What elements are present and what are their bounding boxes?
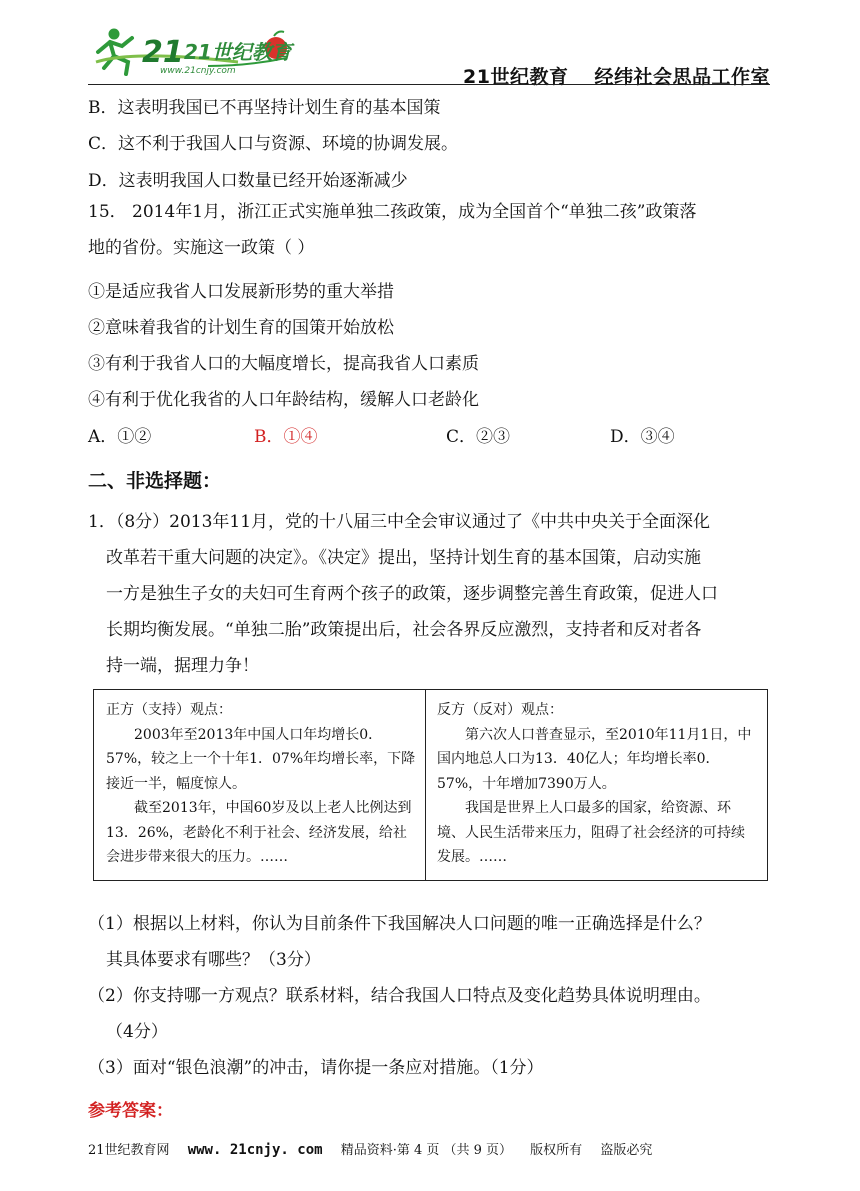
q15-stem-line1: 15． 2014年1月，浙江正式实施单独二孩政策，成为全国首个“单独二孩”政策落 — [88, 202, 697, 222]
table-divider — [425, 690, 426, 880]
header-studio: 经纬社会思品工作室 — [594, 66, 770, 88]
logo-url: www.21cnjy.com — [160, 66, 236, 76]
q15-item-2: ②意味着我省的计划生育的国策开始放松 — [88, 318, 394, 338]
pro-paragraph-2: 截至2013年，中国60岁及以上老人比例达到13．26%，老龄化不利于社会、经济发展，给社会进步带来很大的压力。…… — [106, 800, 412, 865]
subq-1-line-1: （1）根据以上材料，你认为目前条件下我国解决人口问题的唯一正确选择是什么？ — [88, 914, 711, 934]
svg-text:21: 21 — [142, 35, 184, 70]
q14-option-c: C．这不利于我国人口与资源、环境的协调发展。 — [88, 134, 459, 154]
logo-text: 21世纪教育 — [184, 40, 292, 64]
con-title: 反方（反对）观点： — [437, 702, 563, 718]
answer-label: 参考答案： — [88, 1101, 173, 1121]
footer-site: www. 21cnjy. com — [187, 1142, 323, 1158]
pro-viewpoint-cell — [106, 698, 416, 870]
q15-item-1: ①是适应我省人口发展新形势的重大举措 — [88, 282, 394, 302]
con-paragraph-2: 我国是世界上人口最多的国家，给资源、环境、人民生活带来压力，阻碍了社会经济的可持续发展。…… — [437, 800, 745, 865]
pro-title: 正方（支持）观点： — [106, 702, 232, 718]
header-brand: 21世纪教育 — [463, 66, 569, 88]
subq-1-line-2: 其具体要求有哪些？（3分） — [106, 950, 321, 970]
con-paragraph-1: 第六次人口普查显示，至2010年11月1日，中国内地总人口为13．40亿人；年均增长率0．57%，十年增加7390万人。 — [437, 726, 752, 792]
q15-stem-line2: 地的省份。实施这一政策（ ） — [88, 238, 315, 258]
q1-line-5: 持一端，据理力争！ — [106, 656, 259, 676]
q15-option-d: D．③④ — [610, 427, 675, 447]
pro-paragraph-1: 2003年至2013年中国人口年均增长0．57%，较之上一个十年1．07%年均增长率，下降接近一半，幅度惊人。 — [106, 726, 416, 792]
subq-2-line-1: （2）你支持哪一方观点？联系材料，结合我国人口特点及变化趋势具体说明理由。 — [88, 986, 711, 1006]
con-viewpoint-cell — [437, 698, 755, 870]
subq-3: （3）面对“银色浪潮”的冲击，请你提一条应对措施。（1分） — [88, 1058, 544, 1078]
q1-line-1: 1．（8分）2013年11月，党的十八届三中全会审议通过了《中共中央关于全面深化 — [88, 512, 711, 532]
header-divider — [88, 84, 770, 85]
q1-line-3: 一方是独生子女的夫妇可生育两个孩子的政策，逐步调整完善生育政策，促进人口 — [106, 584, 718, 604]
q1-line-2: 改革若干重大问题的决定》。《决定》提出，坚持计划生育的基本国策，启动实施 — [106, 548, 701, 568]
q15-item-4: ④有利于优化我省的人口年龄结构，缓解人口老龄化 — [88, 390, 479, 410]
q15-option-c: C．②③ — [446, 427, 511, 447]
footer-org: 21世纪教育网 — [88, 1143, 170, 1158]
q14-option-b: B．这表明我国已不再坚持计划生育的基本国策 — [88, 98, 441, 118]
q15-option-a: A．①② — [88, 427, 152, 447]
page-header — [88, 22, 770, 90]
section-title: 二、非选择题： — [88, 470, 222, 492]
footer-copyright: 版权所有 — [530, 1143, 583, 1158]
footer-page-info: 精品资料·第 4 页 （共 9 页） — [340, 1143, 513, 1158]
viewpoints-table — [93, 689, 768, 881]
q14-option-d: D．这表明我国人口数量已经开始逐渐减少 — [88, 171, 408, 191]
footer-piracy: 盗版必究 — [600, 1143, 653, 1158]
q15-option-b-answer: B．①④ — [254, 427, 318, 447]
page-footer — [88, 1139, 652, 1158]
subq-2-line-2: （4分） — [106, 1022, 168, 1042]
q1-line-4: 长期均衡发展。“单独二胎”政策提出后，社会各界反应激烈，支持者和反对者各 — [106, 620, 702, 640]
q15-item-3: ③有利于我省人口的大幅度增长，提高我省人口素质 — [88, 354, 479, 374]
